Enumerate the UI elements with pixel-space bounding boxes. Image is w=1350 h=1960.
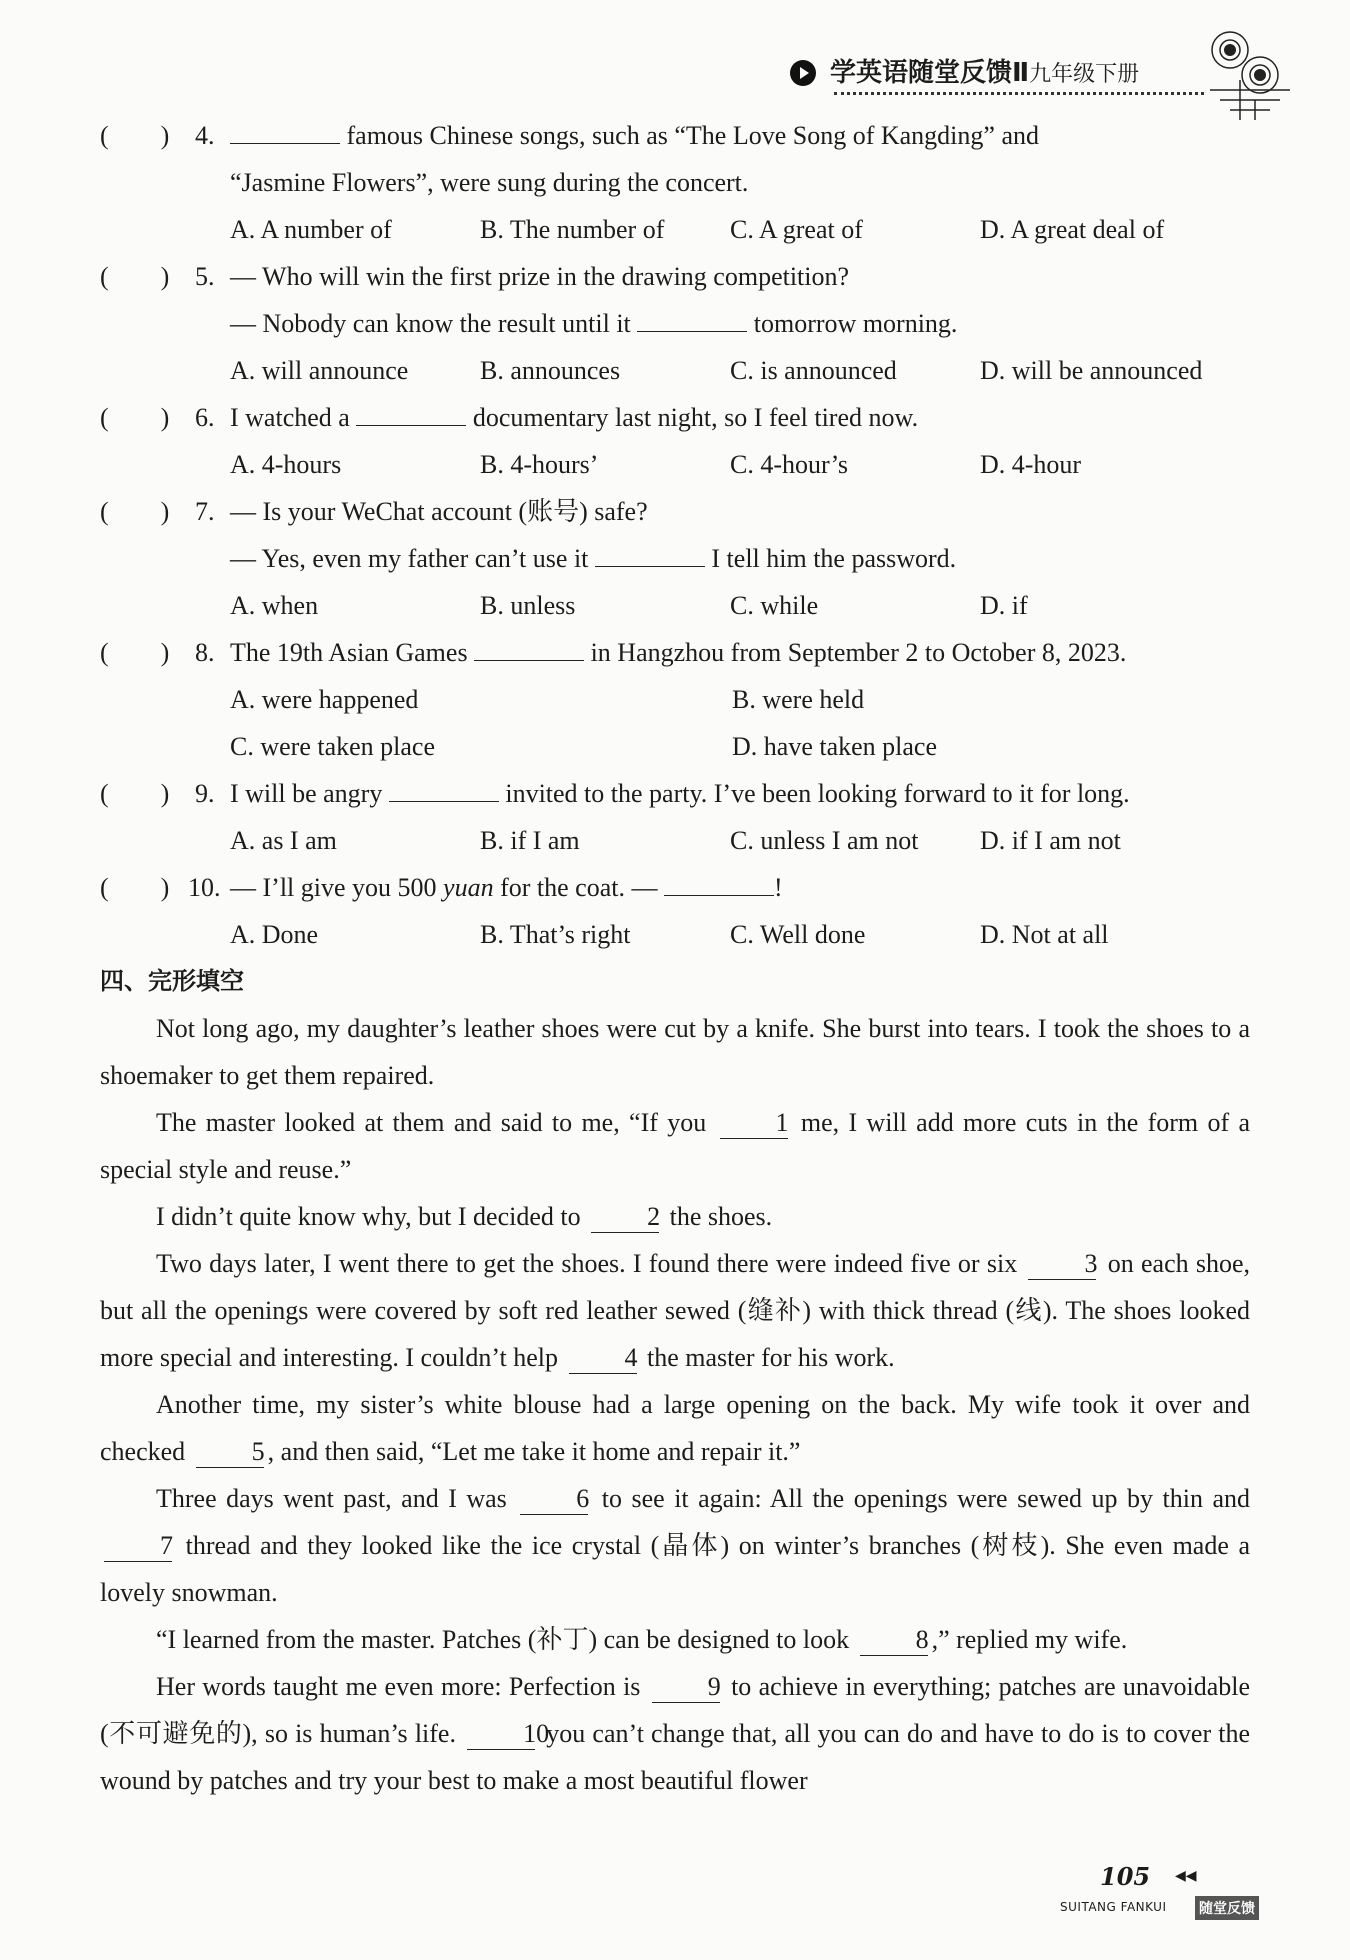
- answer-paren[interactable]: ( ): [100, 638, 170, 667]
- book-subtitle: 九年级下册: [1029, 62, 1140, 87]
- option-b[interactable]: B. The number of: [480, 215, 665, 244]
- options-row: [100, 676, 1250, 723]
- answer-paren[interactable]: ( ): [100, 403, 170, 432]
- option-a[interactable]: A. A number of: [230, 215, 392, 244]
- option-b[interactable]: B. if I am: [480, 826, 580, 855]
- answer-blank[interactable]: [637, 302, 747, 332]
- cloze-paragraph-8: Her words taught me even more: Perfection is 9 to achieve in everything; patches are unavoidable (不可避免的), so is human’s life. 10 you can’t change that, all you can do and have to do is to cover the wound by patches and try your best to make a most beautiful flower: [100, 1672, 1251, 1795]
- option-d[interactable]: D. A great deal of: [980, 215, 1165, 244]
- cloze-paragraph-3: I didn’t quite know why, but I decided to 2 the shoes.: [100, 1193, 1250, 1240]
- answer-blank[interactable]: [474, 631, 584, 661]
- question-5: [100, 253, 1250, 300]
- option-d[interactable]: D. will be announced: [980, 356, 1203, 385]
- option-c[interactable]: C. Well done: [730, 920, 866, 949]
- question-number: 4.: [195, 121, 215, 150]
- page-number: 105: [1100, 1862, 1151, 1891]
- cloze-blank-7[interactable]: 7: [104, 1530, 172, 1562]
- option-d[interactable]: D. Not at all: [980, 920, 1109, 949]
- cloze-paragraph-5: Another time, my sister’s white blouse had a large opening on the back. My wife took it over and checked 5 , and then said, “Let me take it home and repair it.”: [100, 1381, 1250, 1475]
- option-a[interactable]: A. will announce: [230, 356, 409, 385]
- cloze-blank-1[interactable]: 1: [720, 1107, 788, 1139]
- question-stem: — Who will win the first prize in the drawing competition?: [230, 262, 850, 291]
- question-10: ( ) 10. — I’ll give you 500 yuan for the coat. — !: [100, 864, 1250, 911]
- answer-blank[interactable]: [664, 866, 774, 896]
- cloze-blank-9[interactable]: 9: [652, 1671, 720, 1703]
- option-a[interactable]: A. as I am: [230, 826, 337, 855]
- option-c[interactable]: C. 4-hour’s: [730, 450, 848, 479]
- options-row: [100, 582, 1250, 629]
- option-c[interactable]: C. unless I am not: [730, 826, 919, 855]
- options-row: [100, 911, 1250, 958]
- question-stem: famous Chinese songs, such as “The Love Song of Kangding” and: [346, 121, 1039, 150]
- option-a[interactable]: A. 4-hours: [230, 450, 342, 479]
- option-a[interactable]: A. were happened: [230, 685, 419, 714]
- cloze-blank-5[interactable]: 5: [196, 1436, 264, 1468]
- question-number: 9.: [195, 779, 215, 808]
- question-number: 10.: [188, 873, 221, 902]
- answer-paren[interactable]: ( ): [100, 497, 170, 526]
- header-dotted-rule: [834, 92, 1204, 95]
- cloze-paragraph-1: Not long ago, my daughter’s leather shoes were cut by a knife. She burst into tears. I took the shoes to a shoemaker to get them repaired.: [100, 1014, 1250, 1090]
- page-content: [100, 112, 1250, 1804]
- option-d[interactable]: D. if I am not: [980, 826, 1121, 855]
- question-stem-line2: “Jasmine Flowers”, were sung during the concert.: [230, 168, 749, 197]
- answer-blank[interactable]: [389, 772, 499, 802]
- cloze-blank-3[interactable]: 3: [1028, 1248, 1096, 1280]
- option-a[interactable]: A. Done: [230, 920, 319, 949]
- cloze-paragraph-2: The master looked at them and said to me, “If you 1 me, I will add more cuts in the form of a special style and reuse.”: [100, 1108, 1250, 1184]
- footer-brand-box: 随堂反馈: [1195, 1896, 1259, 1920]
- question-7: [100, 488, 1250, 535]
- cloze-blank-4[interactable]: 4: [569, 1342, 637, 1374]
- question-number: 8.: [195, 638, 215, 667]
- option-b[interactable]: B. 4-hours’: [480, 450, 599, 479]
- option-c[interactable]: C. while: [730, 591, 819, 620]
- double-arrow-left-icon: ◀◀: [1175, 1869, 1197, 1884]
- question-number: 6.: [195, 403, 215, 432]
- page-header: [790, 48, 1300, 108]
- options-row: [100, 347, 1250, 394]
- options-row: [100, 817, 1250, 864]
- play-icon: [790, 60, 816, 86]
- options-row: [100, 441, 1250, 488]
- cloze-blank-6[interactable]: 6: [520, 1483, 588, 1515]
- question-8: ( ) 8. The 19th Asian Games in Hangzhou from September 2 to October 8, 2023.: [100, 629, 1250, 676]
- option-d[interactable]: D. if: [980, 591, 1028, 620]
- option-c[interactable]: C. is announced: [730, 356, 897, 385]
- question-9: ( ) 9. I will be angry invited to the party. I’ve been looking forward to it for long.: [100, 770, 1250, 817]
- options-row: [100, 723, 1250, 770]
- options-row: [100, 206, 1250, 253]
- cloze-blank-2[interactable]: 2: [591, 1201, 659, 1233]
- answer-blank[interactable]: [595, 537, 705, 567]
- answer-blank[interactable]: [230, 114, 340, 144]
- book-title: 学英语随堂反馈Ⅱ九年级下册: [830, 58, 1140, 88]
- question-number: 7.: [195, 497, 215, 526]
- option-a[interactable]: A. when: [230, 591, 319, 620]
- cloze-blank-8[interactable]: 8: [860, 1624, 928, 1656]
- question-6: ( ) 6. I watched a documentary last night, so I feel tired now.: [100, 394, 1250, 441]
- cloze-paragraph-4: Two days later, I went there to get the shoes. I found there were indeed five or six 3 on each shoe, but all the openings were covered by soft red leather sewed (缝补) with thick thread (线). The shoes looked more special and interesting. I couldn’t help 4 the master for his work.: [100, 1240, 1250, 1381]
- question-stem: — Is your WeChat account (账号) safe?: [230, 497, 648, 526]
- option-b[interactable]: B. announces: [480, 356, 621, 385]
- section-title: 四、完形填空: [100, 967, 244, 995]
- answer-paren[interactable]: ( ): [100, 779, 170, 808]
- answer-paren[interactable]: ( ): [100, 873, 170, 902]
- cloze-paragraph-6: Three days went past, and I was 6 to see it again: All the openings were sewed up by thin and 7 thread and they looked like the ice crystal (晶体) on winter’s branches (树枝). She even made a lovely snowman.: [100, 1484, 1251, 1607]
- question-number: 5.: [195, 262, 215, 291]
- answer-paren[interactable]: ( ): [100, 262, 170, 291]
- option-c[interactable]: C. were taken place: [230, 732, 436, 761]
- option-b[interactable]: B. were held: [732, 685, 865, 714]
- option-b[interactable]: B. That’s right: [480, 920, 631, 949]
- question-stem-line2: — Yes, even my father can’t use it I tell him the password.: [100, 535, 1250, 582]
- answer-blank[interactable]: [356, 396, 466, 426]
- option-c[interactable]: C. A great of: [730, 215, 863, 244]
- cloze-paragraph-7: “I learned from the master. Patches (补丁) can be designed to look 8 ,” replied my wife.: [100, 1616, 1250, 1663]
- sunflower-decoration-icon: [1200, 20, 1300, 120]
- option-b[interactable]: B. unless: [480, 591, 576, 620]
- footer-brand: SUITANG FANKUI: [1060, 1900, 1167, 1914]
- question-stem-line2: — Nobody can know the result until it tomorrow morning.: [100, 300, 1250, 347]
- answer-paren[interactable]: ( ): [100, 121, 170, 150]
- cloze-blank-10[interactable]: 10: [467, 1718, 535, 1750]
- option-d[interactable]: D. have taken place: [732, 732, 938, 761]
- page-footer: [1060, 1862, 1320, 1942]
- option-d[interactable]: D. 4-hour: [980, 450, 1082, 479]
- question-4: [100, 112, 1250, 159]
